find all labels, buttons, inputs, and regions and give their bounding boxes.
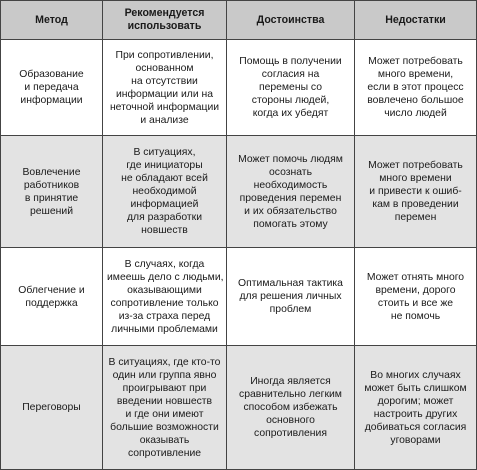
cell-text-line: и анализе: [140, 114, 189, 126]
cell-disadvantages: [355, 136, 477, 248]
cell-recommended-use: [103, 248, 227, 346]
cell-text-line: Переговоры: [22, 402, 81, 413]
cell-text-line: проведения перемен: [239, 192, 342, 204]
cell-text-line: дорогим; может: [377, 395, 454, 407]
cell-text-line: Вовлечение: [22, 166, 81, 178]
cell-text-line: перемены со: [258, 82, 323, 93]
cell-text-line: один или группа явно: [112, 369, 217, 381]
cell-text-line: основанном: [135, 62, 194, 74]
cell-advantages: [227, 136, 355, 248]
cell-text-line: настроить других: [373, 408, 458, 420]
cell-text-line: сопротивления: [254, 428, 327, 439]
cell-text-line: из-за страха перед: [118, 310, 211, 322]
cell-disadvantages: [355, 346, 477, 470]
cell-text-line: на отсутствии: [131, 75, 198, 87]
cell-text-line: если в этот процесс: [367, 82, 464, 93]
cell-text-line: информации или на: [115, 88, 214, 100]
cell-text-line: много времени,: [377, 69, 454, 80]
cell-text-line: необходимой: [132, 186, 197, 197]
header-text: Рекомендуется: [124, 7, 205, 19]
cell-advantages: [227, 40, 355, 136]
cell-text-line: перемен: [394, 212, 437, 223]
cell-text-line: Иногда является: [250, 376, 331, 387]
cell-text-line: неточной информации: [109, 101, 220, 113]
header-disadvantages: [355, 1, 477, 40]
cell-text-line: много времени: [379, 173, 452, 184]
header-method: [1, 1, 103, 40]
cell-text-line: добиваться согласия: [364, 421, 467, 433]
header-text: Достоинства: [256, 13, 325, 26]
cell-method: [1, 40, 103, 136]
cell-text-line: и привести к ошиб-: [369, 186, 462, 197]
cell-text-line: осознать: [269, 166, 312, 178]
cell-text-line: необходимость: [253, 179, 328, 191]
cell-text-line: Может помочь людям: [238, 153, 343, 165]
cell-disadvantages: [355, 40, 477, 136]
cell-text-line: поддержка: [25, 297, 78, 309]
header-row: [1, 1, 477, 40]
cell-text-line: сопротивление: [127, 447, 202, 459]
cell-text-line: в принятие: [24, 192, 79, 204]
table-row: [1, 136, 477, 248]
cell-text-line: проблем: [269, 304, 312, 315]
cell-text-line: помогать этому: [253, 218, 328, 230]
cell-text-line: большие возможности: [110, 421, 219, 433]
cell-text-line: число людей: [384, 108, 447, 119]
cell-text-line: введении новшеств: [116, 395, 213, 407]
cell-text-line: для решения личных: [239, 291, 342, 302]
cell-text-line: основного: [266, 415, 315, 426]
cell-text-line: новшеств: [141, 225, 188, 236]
cell-text-line: вовлечено большое: [367, 95, 464, 106]
cell-text-line: и их обязательство: [244, 205, 337, 217]
cell-method: [1, 248, 103, 346]
header-text: Недостатки: [385, 13, 446, 26]
cell-advantages: [227, 346, 355, 470]
cell-advantages: [227, 248, 355, 346]
cell-text-line: В ситуациях,: [133, 147, 196, 158]
cell-disadvantages: [355, 248, 477, 346]
cell-text-line: уговорами: [390, 434, 441, 446]
cell-text-line: сравнительно легким: [239, 389, 342, 400]
cell-method: [1, 136, 103, 248]
cell-text-line: решений: [29, 205, 74, 217]
cell-text-line: стороны людей,: [251, 95, 330, 106]
header-recommended-use: [103, 1, 227, 40]
cell-text-line: Может потребовать: [368, 160, 463, 171]
cell-text-line: и передача: [24, 82, 79, 93]
cell-text-line: При сопротивлении,: [115, 49, 214, 61]
cell-text-line: имеешь дело с людьми,: [107, 271, 224, 283]
cell-text-line: может быть слишком: [364, 382, 467, 394]
cell-text-line: Во многих случаях: [370, 369, 461, 381]
cell-recommended-use: [103, 40, 227, 136]
cell-text-line: не обладают всей: [121, 173, 208, 184]
cell-text-line: способом избежать: [243, 402, 338, 413]
table-row: [1, 248, 477, 346]
cell-recommended-use: [103, 136, 227, 248]
cell-text-line: Может потребовать: [368, 56, 463, 67]
cell-text-line: когда их убедят: [252, 108, 329, 119]
cell-text-line: информацией: [130, 199, 199, 210]
header-advantages: [227, 1, 355, 40]
cell-text-line: проигрывают при: [122, 382, 207, 394]
cell-text-line: Может отнять много: [366, 271, 465, 283]
cell-text-line: личными проблемами: [111, 323, 218, 335]
cell-text-line: кам в проведении: [372, 199, 459, 210]
cell-text-line: для разработки: [126, 212, 202, 223]
cell-text-line: оказывать: [139, 434, 190, 446]
cell-recommended-use: [103, 346, 227, 470]
cell-text-line: где инициаторы: [126, 160, 203, 171]
cell-text-line: стоить и все же: [377, 297, 454, 309]
cell-text-line: оказывающими: [127, 284, 202, 296]
cell-text-line: Оптимальная тактика: [238, 278, 343, 289]
cell-text-line: Облегчение и: [18, 284, 85, 296]
table-row: [1, 346, 477, 470]
cell-text-line: сопротивление только: [110, 297, 219, 309]
cell-method: [1, 346, 103, 470]
table-body: [1, 40, 477, 470]
cell-text-line: не помочь: [390, 310, 441, 322]
cell-text-line: согласия на: [261, 69, 320, 80]
cell-text-line: В случаях, когда: [124, 258, 205, 270]
cell-text-line: работников: [23, 179, 80, 191]
cell-text-line: Образование: [19, 69, 84, 80]
cell-text-line: информации: [20, 95, 83, 106]
table-row: [1, 40, 477, 136]
cell-text-line: времени, дорого: [375, 284, 456, 296]
header-text: использовать: [127, 20, 202, 32]
cell-text-line: В ситуациях, где кто-то: [108, 356, 221, 368]
header-text: Метод: [35, 13, 68, 26]
cell-text-line: Помощь в получении: [239, 56, 342, 67]
cell-text-line: и где они имеют: [125, 408, 204, 420]
